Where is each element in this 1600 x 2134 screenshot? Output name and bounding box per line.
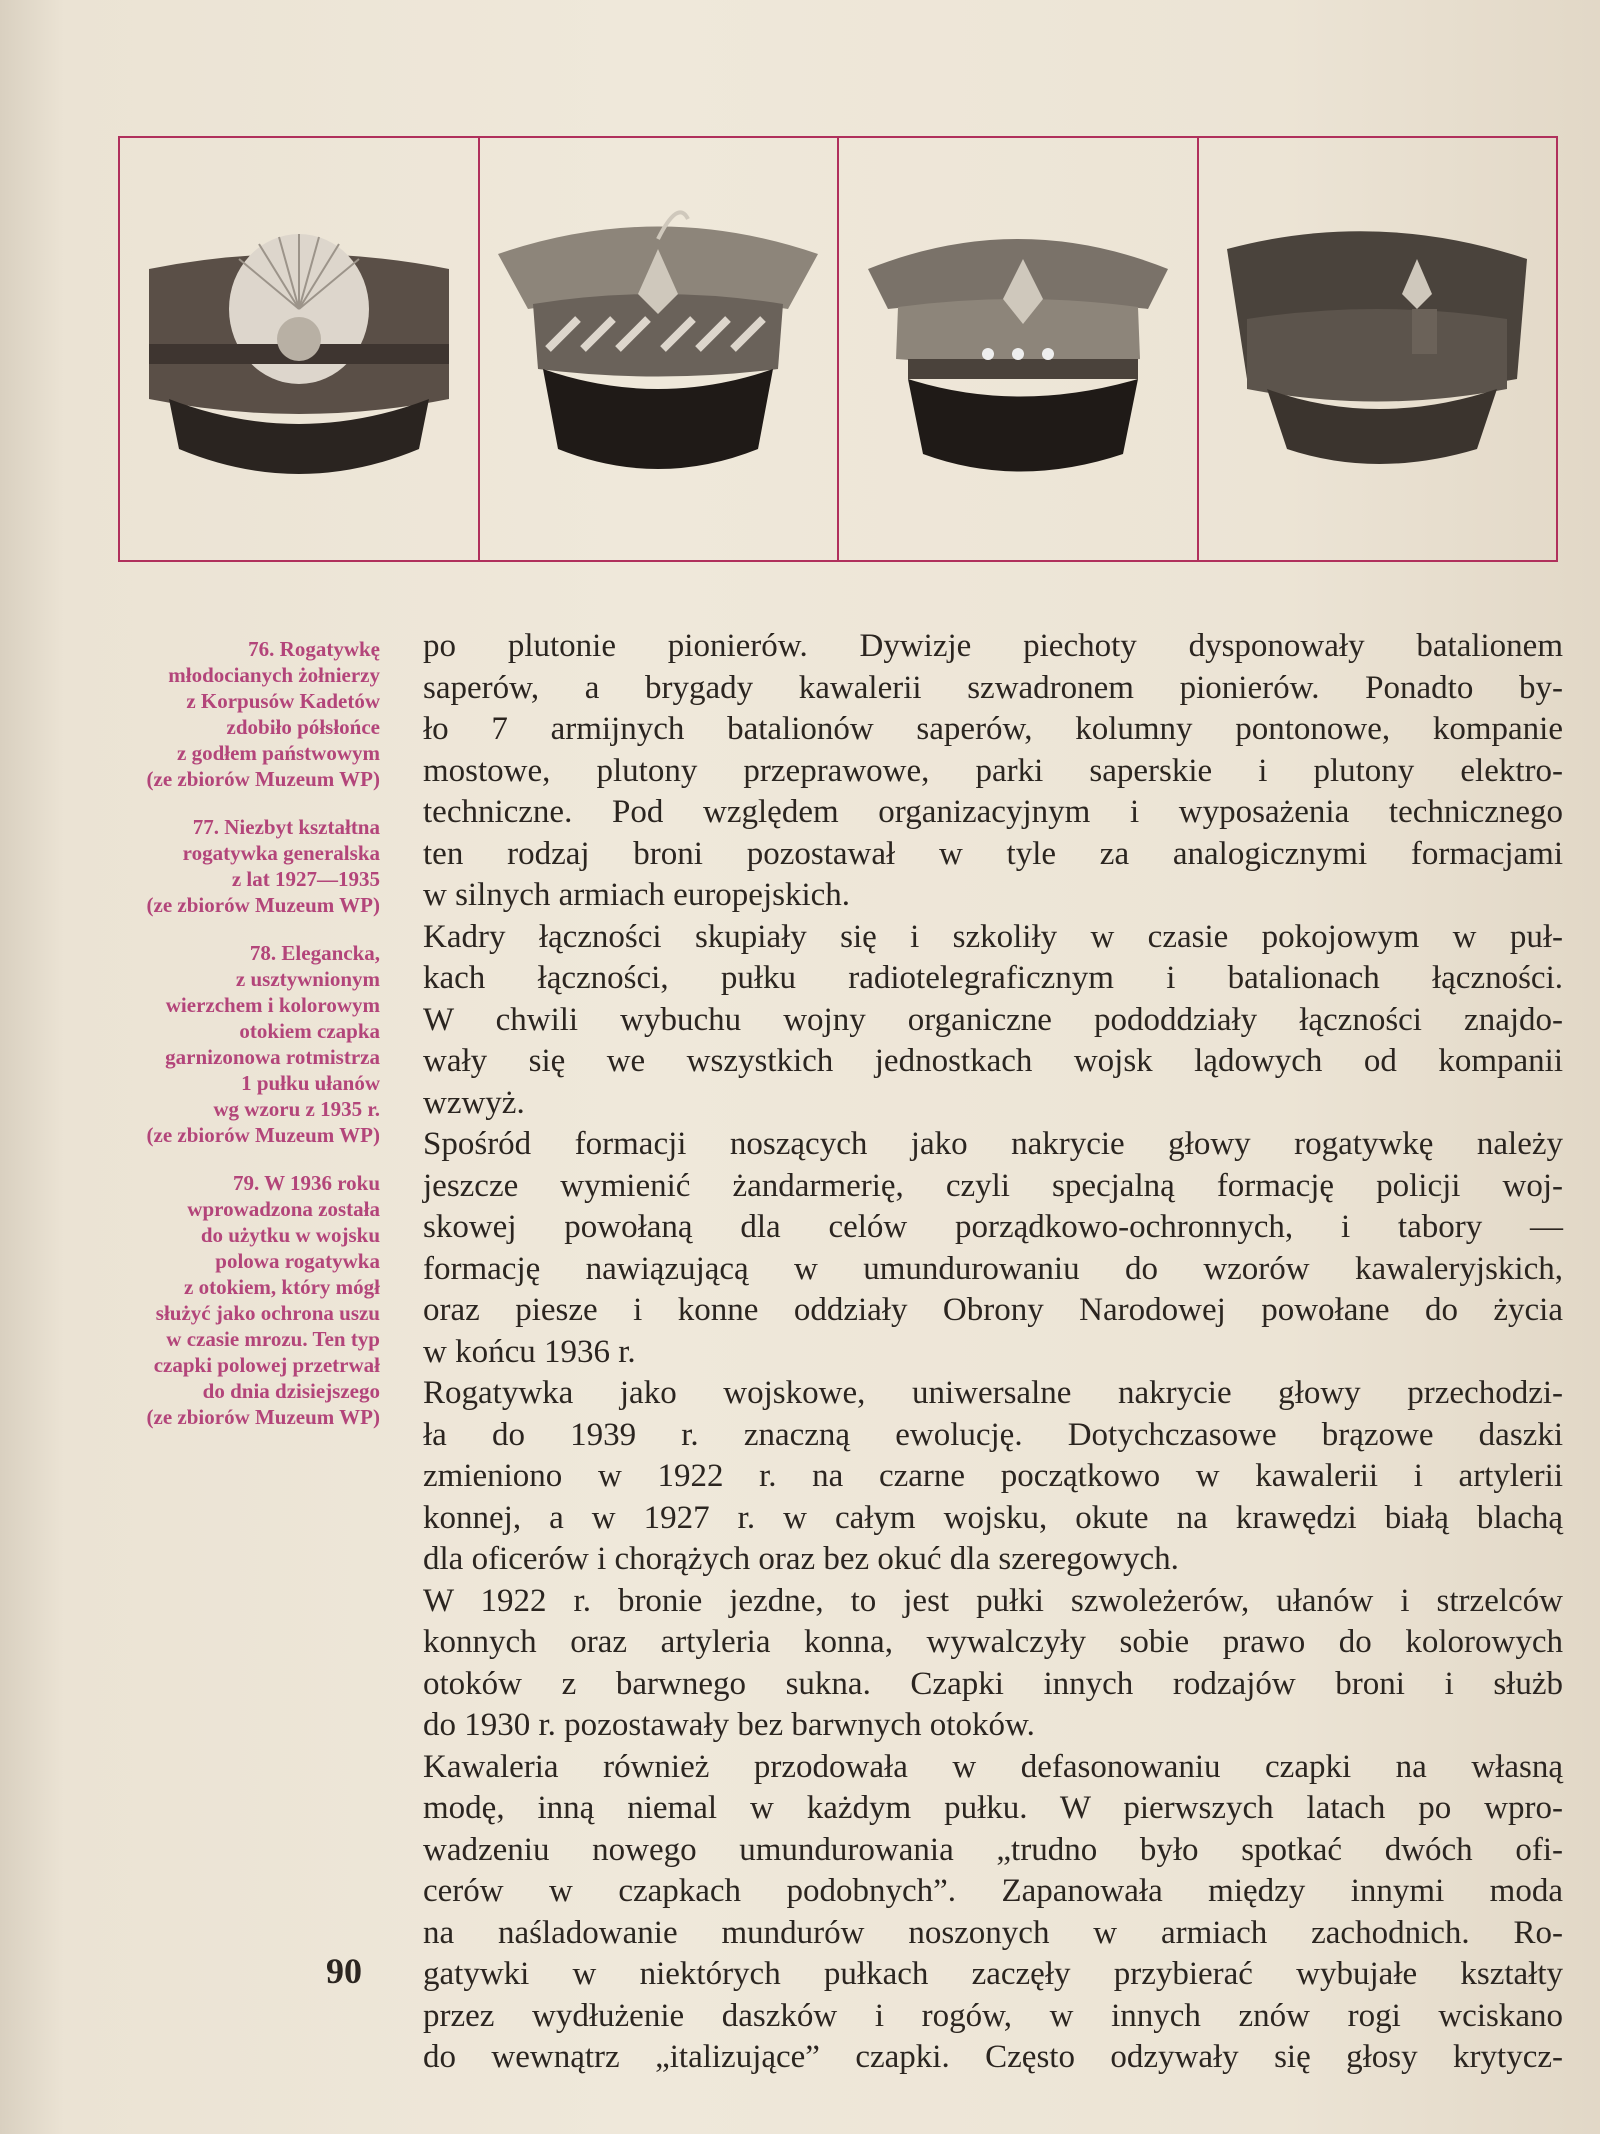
general-cap-photo-icon xyxy=(488,199,828,499)
text-line: Rogatywka jako wojskowe, uniwersalne nakrycie głowy przechodzi- xyxy=(423,1375,1563,1411)
text-line: skowej powołaną dla celów porządkowo-ochronnych, i tabory — xyxy=(423,1209,1563,1245)
text-line: konnej, a w 1927 r. w całym wojsku, okute na krawędzi białą blachą xyxy=(423,1499,1563,1536)
text-line: otoków z barwnego sukna. Czapki innych rodzajów broni i służb xyxy=(423,1665,1563,1702)
caption-79 xyxy=(40,1170,380,1430)
text-line: jeszcze wymienić żandarmerię, czyli specjalną formację policji woj- xyxy=(423,1167,1563,1204)
photo-strip xyxy=(118,136,1558,562)
caption-line: garnizonowa rotmistrza xyxy=(165,1045,380,1069)
body-text xyxy=(423,626,1563,2079)
cadet-cap-photo-icon xyxy=(129,199,469,499)
text-line: do wewnątrz „italizujące” czapki. Często odzywały się głosy krytycz- xyxy=(423,2039,1563,2075)
cavalry-cap-photo-icon xyxy=(848,199,1188,499)
page-number: 90 xyxy=(326,1951,362,1991)
caption-78 xyxy=(40,940,380,1148)
figure-captions xyxy=(40,636,380,1452)
caption-line: wprowadzona została xyxy=(187,1197,380,1221)
caption-line: 78. Elegancka, xyxy=(249,941,380,965)
caption-line: (ze zbiorów Muzeum WP) xyxy=(146,767,380,791)
caption-line: rogatywka generalska xyxy=(182,841,380,865)
text-line: Kawaleria również przodowała w defasonowaniu czapki na własną xyxy=(423,1748,1563,1785)
caption-line: 1 pułku ułanów xyxy=(241,1071,380,1095)
text-line: wzwyż. xyxy=(423,1084,525,1121)
caption-line: młodocianych żołnierzy xyxy=(168,663,380,687)
caption-line: czapki polowej przetrwał xyxy=(153,1353,380,1377)
text-line: wadzeniu nowego umundurowania „trudno było spotkać dwóch ofi- xyxy=(423,1831,1563,1868)
text-line: w silnych armiach europejskich. xyxy=(423,877,851,913)
text-line: zmieniono w 1922 r. na czarne początkowo w kawalerii i artylerii xyxy=(423,1458,1563,1494)
caption-77 xyxy=(40,814,380,918)
text-line: na naśladowanie mundurów noszonych w armiach zachodnich. Ro- xyxy=(423,1914,1563,1951)
caption-line: wierzchem i kolorowym xyxy=(165,993,380,1017)
text-line: mostowe, plutony przeprawowe, parki saperskie i plutony elektro- xyxy=(423,752,1563,789)
text-line: modę, inną niemal w każdym pułku. W pierwszych latach po wpro- xyxy=(423,1790,1563,1826)
photo-79 xyxy=(1199,138,1557,560)
text-line: cerów w czapkach podobnych”. Zapanowała między innymi moda xyxy=(423,1873,1563,1909)
photo-76 xyxy=(120,138,480,560)
caption-line: w czasie mrozu. Ten typ xyxy=(166,1327,380,1351)
caption-76 xyxy=(40,636,380,792)
text-line: w końcu 1936 r. xyxy=(423,1333,636,1370)
text-line: techniczne. Pod względem organizacyjnym i wyposażenia technicznego xyxy=(423,794,1563,830)
text-line: oraz piesze i konne oddziały Obrony Narodowej powołane do życia xyxy=(423,1292,1563,1328)
text-line: wały się we wszystkich jednostkach wojsk lądowych od kompanii xyxy=(423,1043,1563,1079)
field-cap-photo-icon xyxy=(1207,199,1547,499)
text-line: Kadry łączności skupiały się i szkoliły w czasie pokojowym w puł- xyxy=(423,918,1563,955)
text-line: po plutonie pionierów. Dywizje piechoty dysponowały batalionem xyxy=(423,628,1563,664)
text-line: saperów, a brygady kawalerii szwadronem pionierów. Ponadto by- xyxy=(423,669,1563,706)
caption-line: do użytku w wojsku xyxy=(200,1223,380,1247)
text-line: Spośród formacji noszących jako nakrycie głowy rogatywkę należy xyxy=(423,1126,1563,1162)
caption-line: 77. Niezbyt kształtna xyxy=(192,815,380,839)
text-line: przez wydłużenie daszków i rogów, w innych znów rogi wciskano xyxy=(423,1997,1563,2034)
text-line: formację nawiązującą w umundurowaniu do wzorów kawaleryjskich, xyxy=(423,1250,1563,1287)
caption-line: z lat 1927—1935 xyxy=(231,867,380,891)
text-line: ło 7 armijnych batalionów saperów, kolumny pontonowe, kompanie xyxy=(423,711,1563,747)
caption-line: (ze zbiorów Muzeum WP) xyxy=(146,893,380,917)
caption-line: wg wzoru z 1935 r. xyxy=(213,1097,380,1121)
caption-line: otokiem czapka xyxy=(239,1019,380,1043)
text-line: konnych oraz artyleria konna, wywalczyły sobie prawo do kolorowych xyxy=(423,1624,1563,1660)
caption-line: zdobiło półsłońce xyxy=(226,715,380,739)
text-line: ten rodzaj broni pozostawał w tyle za analogicznymi formacjami xyxy=(423,835,1563,872)
caption-line: polowa rogatywka xyxy=(215,1249,380,1273)
caption-line: 79. W 1936 roku xyxy=(232,1171,380,1195)
text-line: do 1930 r. pozostawały bez barwnych otoków. xyxy=(423,1707,1035,1743)
photo-77 xyxy=(480,138,840,560)
text-line: W chwili wybuchu wojny organiczne pododdziały łączności znajdo- xyxy=(423,1001,1563,1038)
caption-line: (ze zbiorów Muzeum WP) xyxy=(146,1123,380,1147)
caption-line: (ze zbiorów Muzeum WP) xyxy=(146,1405,380,1429)
caption-line: z otokiem, który mógł xyxy=(184,1275,380,1299)
caption-line: 76. Rogatywkę xyxy=(248,637,380,661)
text-line: ła do 1939 r. znaczną ewolucję. Dotychczasowe brązowe daszki xyxy=(423,1416,1563,1453)
text-line: W 1922 r. bronie jezdne, to jest pułki szwoleżerów, ułanów i strzelców xyxy=(423,1582,1563,1619)
caption-line: służyć jako ochrona uszu xyxy=(155,1301,380,1325)
photo-78 xyxy=(839,138,1199,560)
caption-line: do dnia dzisiejszego xyxy=(202,1379,380,1403)
caption-line: z usztywnionym xyxy=(235,967,380,991)
caption-line: z godłem państwowym xyxy=(177,741,380,765)
text-line: kach łączności, pułku radiotelegraficznym i batalionach łączności. xyxy=(423,960,1563,996)
text-line: dla oficerów i chorążych oraz bez okuć dla szeregowych. xyxy=(423,1541,1179,1577)
caption-line: z Korpusów Kadetów xyxy=(186,689,380,713)
text-line: gatywki w niektórych pułkach zaczęły przybierać wybujałe kształty xyxy=(423,1956,1563,1992)
